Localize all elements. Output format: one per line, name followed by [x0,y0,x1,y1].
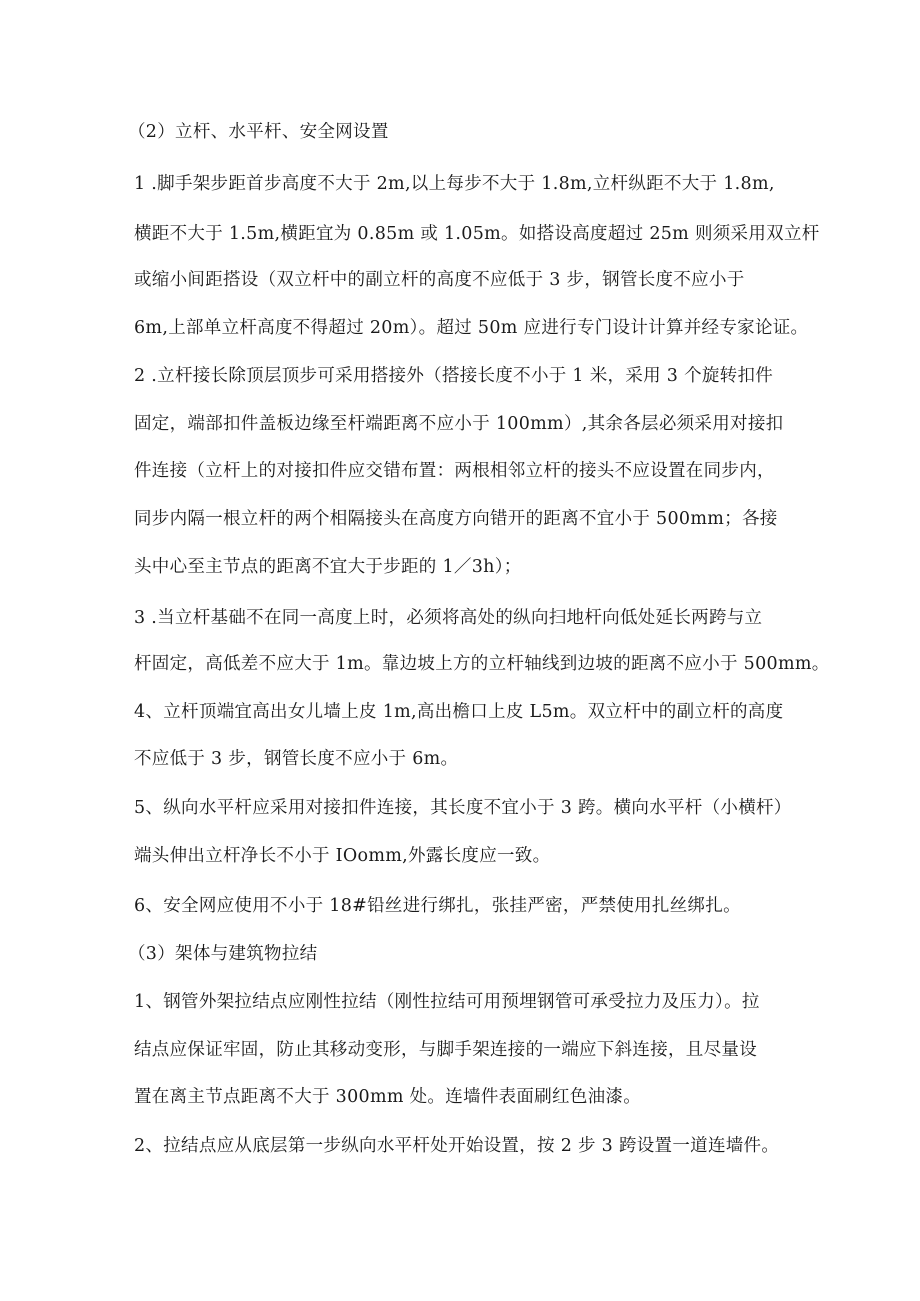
paragraph-line: 端头伸出立杆净长不小于 IOomm,外露长度应一致。 [134,846,551,866]
paragraph-line: 杆固定，高低差不应大于 1m。靠边坡上方的立杆轴线到边坡的距离不应小于 500mm。 [134,654,830,674]
paragraph-line: 6、安全网应使用不小于 18#铅丝进行绑扎，张挂严密，严禁使用扎丝绑扎。 [134,896,741,916]
paragraph-line: 横距不大于 1.5m,横距宜为 0.85m 或 1.05m。如搭设高度超过 25m 则须采用双立杆 [134,224,820,244]
paragraph-line: 件连接（立杆上的对接扣件应交错布置：两根相邻立杆的接头不应设置在同步内， [134,461,775,481]
paragraph-line: 6m,上部单立杆高度不得超过 20m）。超过 50m 应进行专门设计计算并经专家论证。 [134,318,809,338]
section-heading-2: （2）立杆、水平杆、安全网设置 [128,122,389,142]
paragraph-line: 置在离主节点距离不大于 300mm 处。连墙件表面刷红色油漆。 [134,1087,642,1107]
paragraph-line: 结点应保证牢固，防止其移动变形，与脚手架连接的一端应下斜连接，且尽量设 [134,1040,757,1060]
paragraph-line: 3 .当立杆基础不在同一高度上时，必须将高处的纵向扫地杆向低处延长两跨与立 [134,608,763,628]
paragraph-line: 同步内隔一根立杆的两个相隔接头在高度方向错开的距离不宜小于 500mm；各接 [134,509,778,529]
paragraph-line: 头中心至主节点的距离不宜大于步距的 1／3h）； [134,557,522,577]
paragraph-line: 2 .立杆接长除顶层顶步可采用搭接外（搭接长度不小于 1 米，采用 3 个旋转扣件 [134,366,774,386]
paragraph-line: 4、立杆顶端宜高出女儿墙上皮 1m,高出檐口上皮 L5m。双立杆中的副立杆的高度 [134,702,784,722]
section-heading-3: （3）架体与建筑物拉结 [128,944,318,964]
paragraph-line: 1 .脚手架步距首步高度不大于 2m,以上每步不大于 1.8m,立杆纵距不大于 1.8m, [134,174,775,194]
paragraph-line: 1、钢管外架拉结点应刚性拉结（刚性拉结可用预埋钢管可承受拉力及压力）。拉 [134,992,760,1012]
paragraph-line: 或缩小间距搭设（双立杆中的副立杆的高度不应低于 3 步，钢管长度不应小于 [134,270,745,290]
paragraph-line: 固定，端部扣件盖板边缘至杆端距离不应小于 100mm）,其余各层必须采用对接扣 [134,414,784,434]
paragraph-line: 不应低于 3 步，钢管长度不应小于 6m。 [134,749,459,769]
paragraph-line: 5、纵向水平杆应采用对接扣件连接，其长度不宜小于 3 跨。横向水平杆（小横杆） [134,798,792,818]
paragraph-line: 2、拉结点应从底层第一步纵向水平杆处开始设置，按 2 步 3 跨设置一道连墙件。 [134,1136,780,1156]
